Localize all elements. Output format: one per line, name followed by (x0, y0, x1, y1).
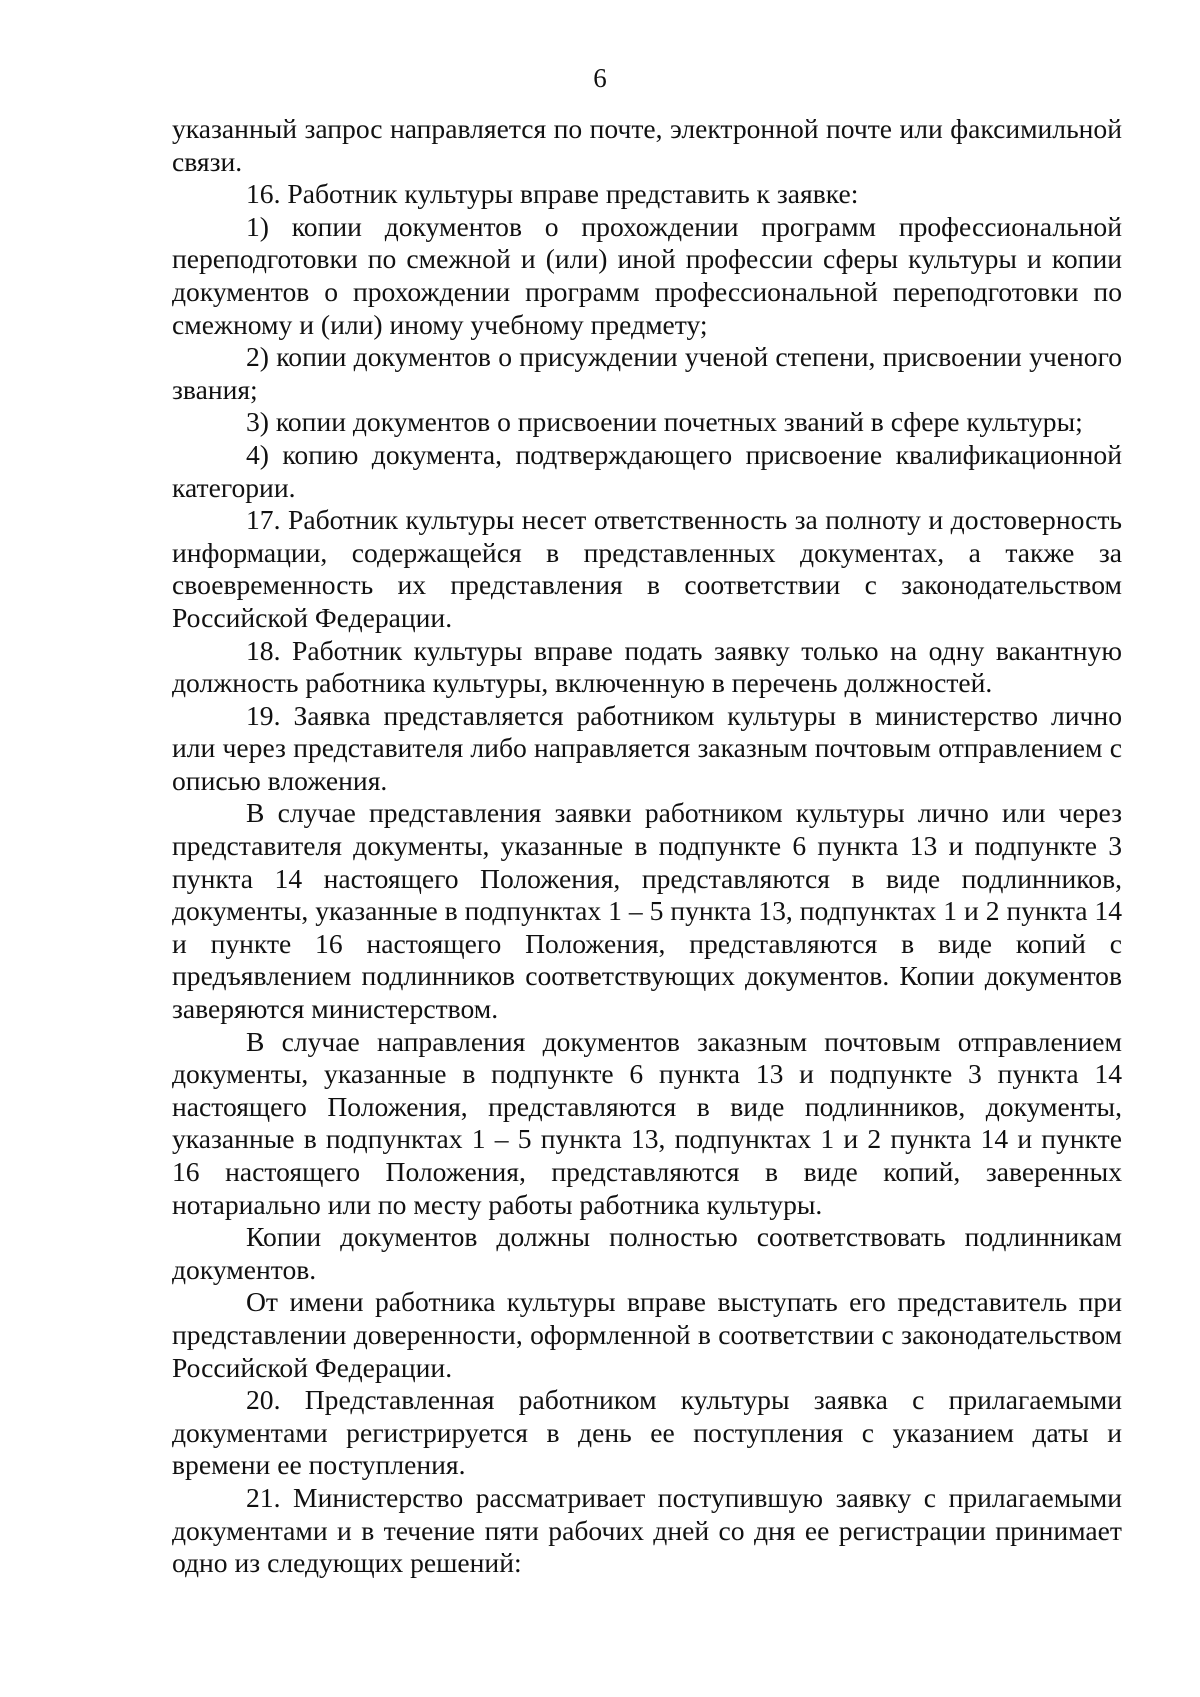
paragraph-subitem-3: 3) копии документов о присвоении почетных званий в сфере культуры; (246, 406, 1083, 438)
paragraph-item-18: 18. Работник культуры вправе подать заявку только на одну вакантную должность работника культуры, включенную в перечень должностей. (172, 634, 1122, 699)
paragraph-subitem-1: 1) копии документов о прохождении программ профессиональной переподготовки по смежной и (или) иной профессии сферы культуры и копии документов о прохождении программ профессиональной переподготовки по смежному и (или) иному учебному предмету; (172, 210, 1122, 340)
paragraph: От имени работника культуры вправе выступать его представитель при представлении доверенности, оформленной в соответствии с законодательством Российской Федерации. (172, 1286, 1122, 1383)
paragraph-item-21: 21. Министерство рассматривает поступившую заявку с прилагаемыми документами и в течение пяти рабочих дней со дня ее регистрации принимает одно из следующих решений: (172, 1481, 1122, 1579)
paragraph: В случае представления заявки работником культуры лично или через представителя документы, указанные в подпункте 6 пункта 13 и подпункте 3 пункта 14 настоящего Положения, представляются в виде подлинников, документы, указанные в подпунктах 1 – 5 пункта 13, подпунктах 1 и 2 пункта 14 и пункте 16 настоящего Положения, представляются в виде копий с предъявлением подлинников соответствующих документов. Копии документов заверяются министерством. (172, 797, 1122, 1025)
document-body (172, 113, 1122, 1580)
paragraph: указанный запрос направляется по почте, электронной почте или факсимильной связи. (172, 113, 1122, 177)
paragraph-item-20: 20. Представленная работником культуры заявка с прилагаемыми документами регистрируется в день ее поступления с указанием даты и времени ее поступления. (172, 1384, 1122, 1481)
paragraph-item-17: 17. Работник культуры несет ответственность за полноту и достоверность информации, содержащейся в представленных документах, а также за своевременность их представления в соответствии с законодательством Российской Федерации. (172, 504, 1122, 633)
paragraph-item-16: 16. Работник культуры вправе представить к заявке: (246, 178, 859, 210)
paragraph: В случае направления документов заказным почтовым отправлением документы, указанные в подпункте 6 пункта 13 и подпункте 3 пункта 14 настоящего Положения, представляются в виде подлинников, документы, указанные в подпунктах 1 – 5 пункта 13, подпунктах 1 и 2 пункта 14 и пункте 16 настоящего Положения, представляются в виде копий, заверенных нотариально или по месту работы работника культуры. (172, 1025, 1122, 1220)
paragraph-subitem-2: 2) копии документов о присуждении ученой степени, присвоении ученого звания; (172, 341, 1122, 405)
paragraph-subitem-4: 4) копию документа, подтверждающего присвоение квалификационной категории. (172, 438, 1122, 503)
paragraph-item-19: 19. Заявка представляется работником культуры в министерство лично или через представителя либо направляется заказным почтовым отправлением с описью вложения. (172, 699, 1122, 796)
page-number: 6 (593, 63, 607, 93)
paragraph: Копии документов должны полностью соответствовать подлинникам документов. (172, 1221, 1122, 1285)
